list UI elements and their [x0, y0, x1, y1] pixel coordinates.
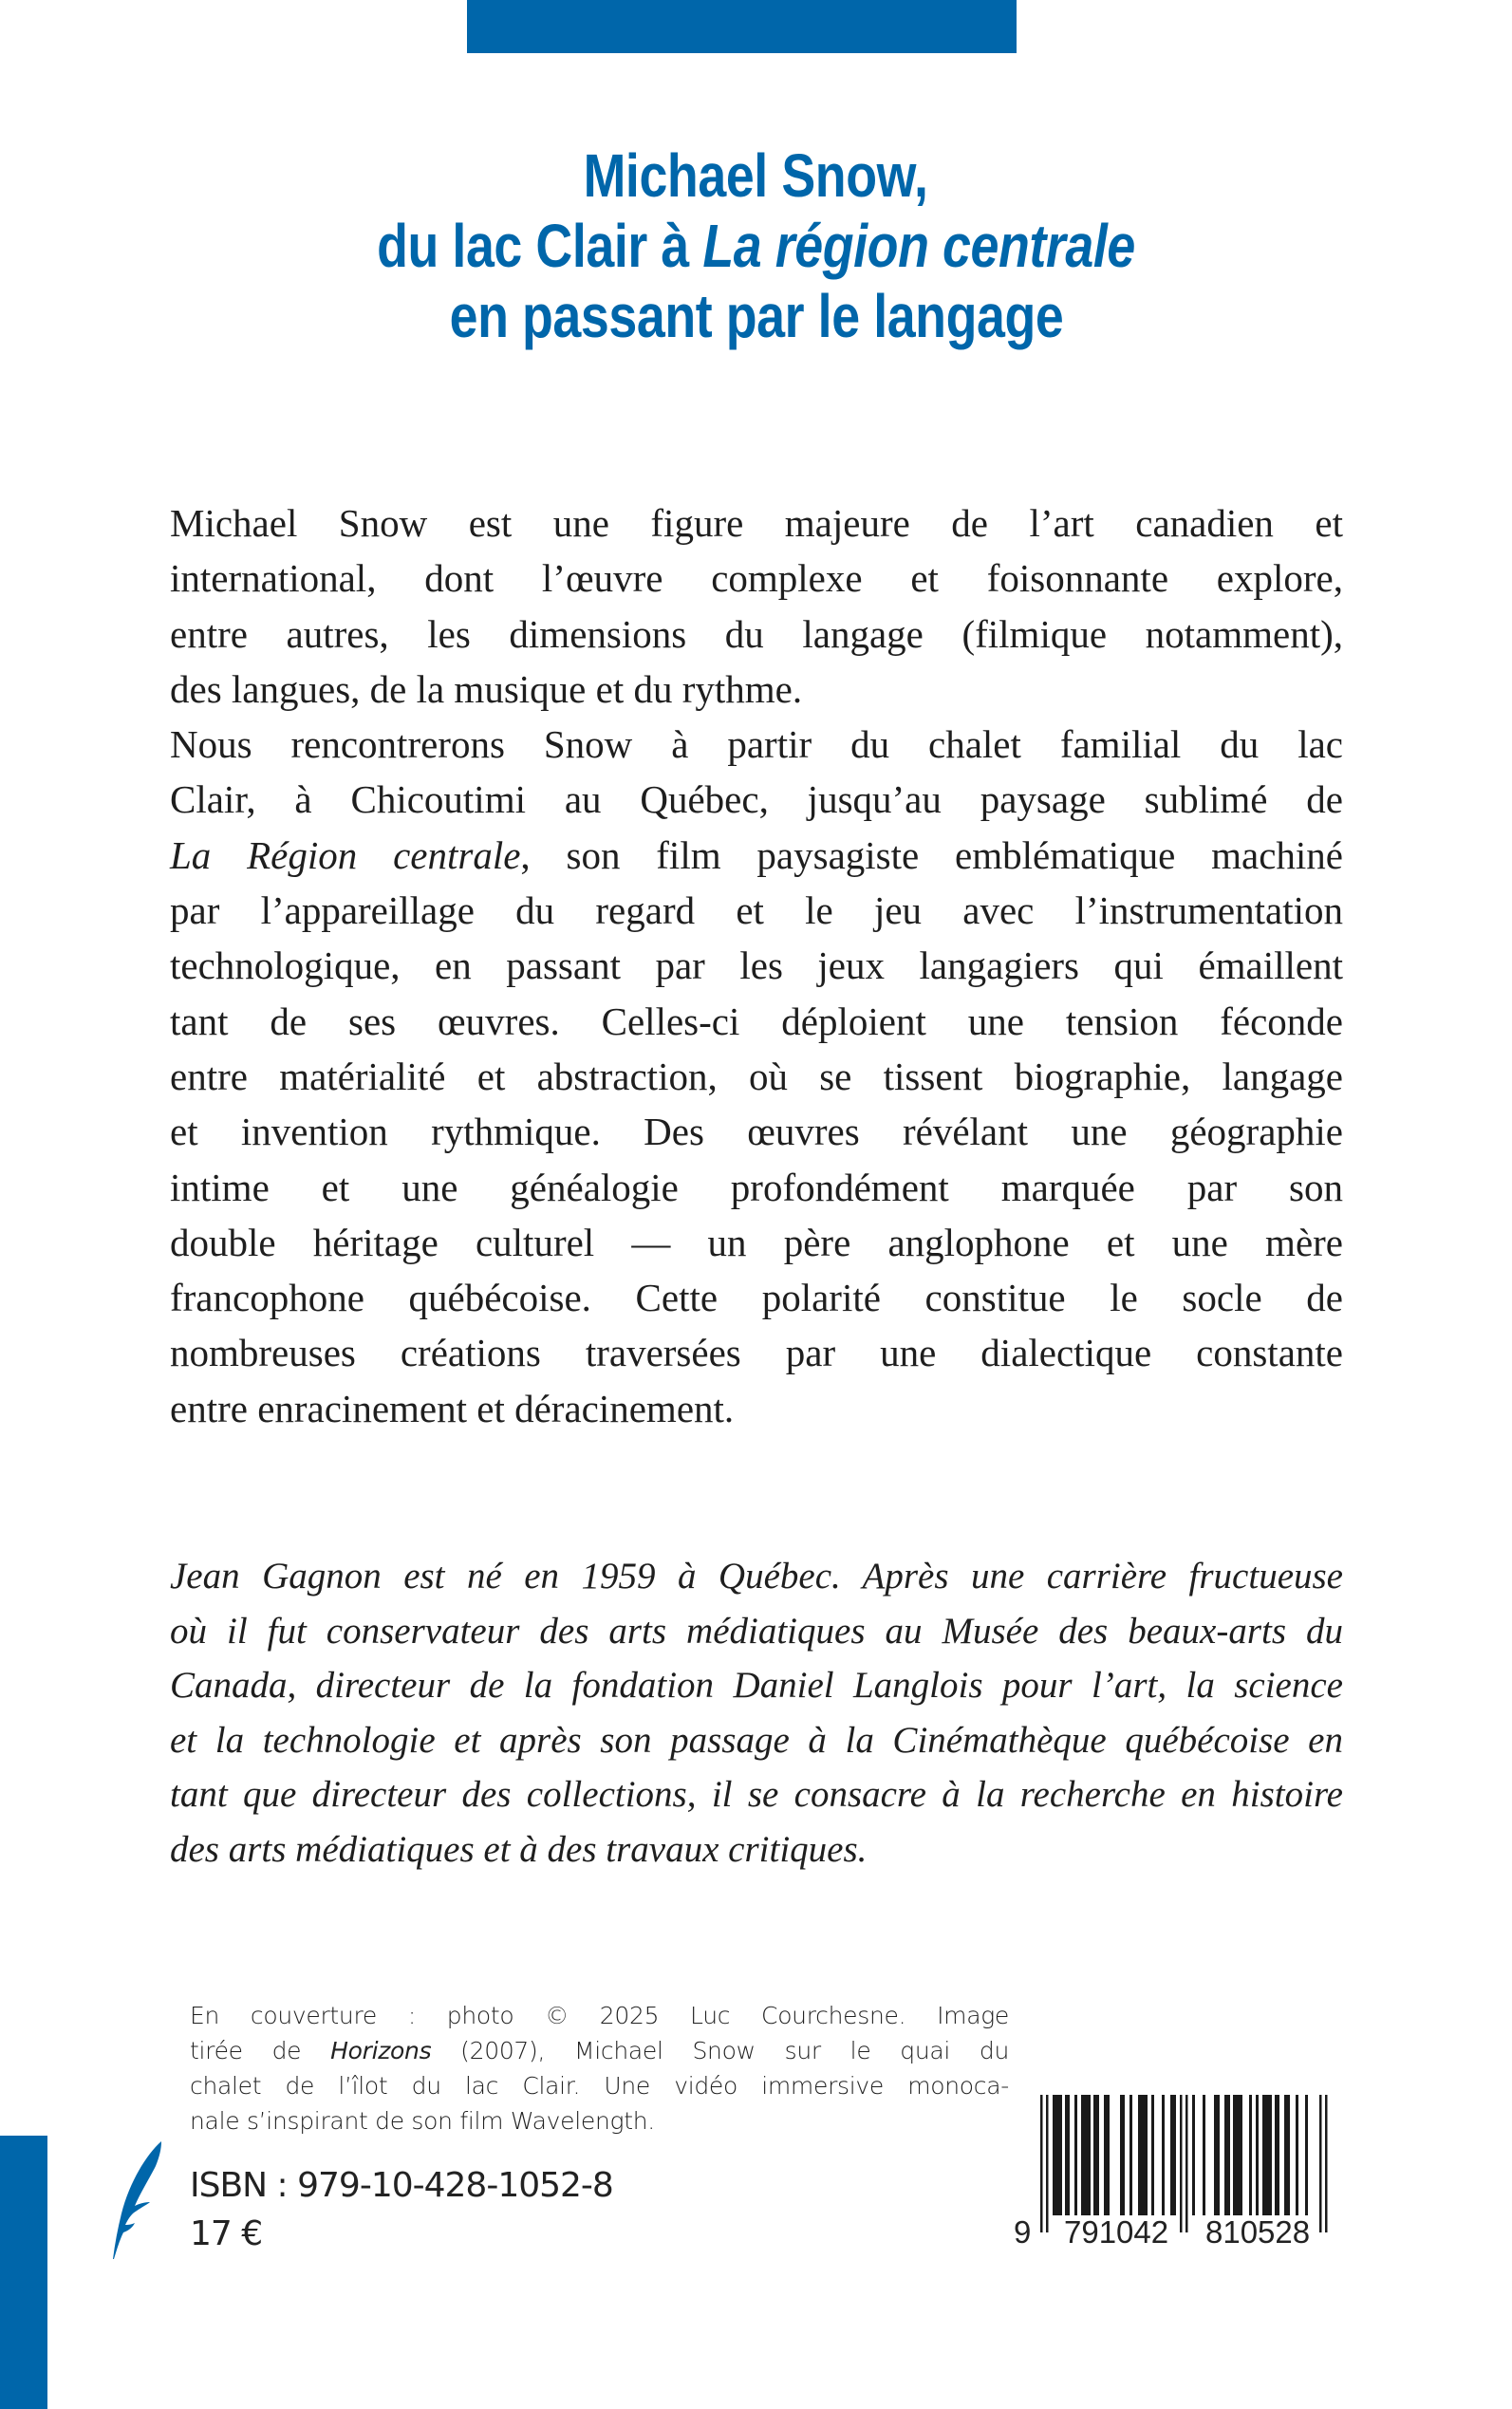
work-title-italic: Horizons	[330, 2037, 432, 2064]
summary-line: Clair, à Chicoutimi au Québec, jusqu’au paysage sublimé de	[170, 777, 1343, 822]
bio-line: Canada, directeur de la fondation Daniel Langlois pour l’art, la science	[170, 1665, 1343, 1707]
summary-line: francophone québécoise. Cette polarité constitue le socle de	[170, 1276, 1343, 1320]
film-title-italic: La Région centrale	[170, 832, 521, 877]
book-title	[0, 140, 1512, 351]
summary-line: intime et une généalogie profondément marquée par son	[170, 1165, 1343, 1209]
credit-line: tirée de Horizons (2007), Michael Snow sur le quai du	[190, 2037, 1010, 2064]
title-line-3: en passant par le langage	[449, 282, 1063, 350]
summary-line: La Région centrale, son film paysagiste emblématique machiné	[170, 832, 1343, 877]
isbn: ISBN : 979-10-428-1052-8	[190, 2166, 613, 2205]
bio-line: tant que directeur des collections, il se consacre à la recherche en histoire	[170, 1774, 1343, 1816]
barcode-group-1: 791042	[1064, 2214, 1169, 2250]
title-line-1: Michael Snow,	[584, 141, 928, 210]
bio-line: et la technologie et après son passage à la Cinémathèque québécoise en	[170, 1719, 1343, 1761]
summary-line: entre enracinement et déracinement.	[170, 1386, 735, 1430]
summary-line: nombreuses créations traversées par une dialectique constante	[170, 1331, 1343, 1375]
summary-line: Michael Snow est une figure majeure de l’art canadien et	[170, 501, 1343, 545]
summary-line: tant de ses œuvres. Celles-ci déploient une tension féconde	[170, 999, 1343, 1043]
barcode-group-2: 810528	[1205, 2214, 1311, 2250]
title-line-2	[0, 211, 1512, 281]
left-accent-strip	[0, 2136, 47, 2409]
summary-line: Nous rencontrerons Snow à partir du chalet familial du lac	[170, 722, 1343, 767]
title-line-2-prefix: du lac Clair à	[377, 212, 703, 280]
bio-line: des arts médiatiques et à des travaux critiques.	[170, 1828, 868, 1870]
credit-line: chalet de l’îlot du lac Clair. Une vidéo immersive monoca-	[190, 2072, 1009, 2100]
summary-line: international, dont l’œuvre complexe et foisonnante explore,	[170, 556, 1343, 601]
bio-line: où il fut conservateur des arts médiatiques au Musée des beaux-arts du	[170, 1610, 1343, 1652]
cover-credit	[190, 1998, 1009, 2138]
summary-line: des langues, de la musique et du rythme.	[170, 666, 803, 711]
book-summary	[170, 495, 1343, 1436]
summary-line: par l’appareillage du regard et le jeu avec l’instrumentation	[170, 888, 1343, 933]
summary-line: et invention rythmique. Des œuvres révélant une géographie	[170, 1110, 1343, 1154]
price: 17 €	[190, 2214, 263, 2253]
credit-line: nale s’inspirant de son film Wavelength.	[190, 2107, 655, 2135]
feather-icon	[108, 2138, 165, 2261]
barcode-digit-first: 9	[1014, 2214, 1032, 2250]
bio-line: Jean Gagnon est né en 1959 à Québec. Après une carrière fructueuse	[170, 1556, 1343, 1597]
credit-line: En couverture : photo © 2025 Luc Courchesne. Image	[190, 2002, 1009, 2029]
top-accent-bar	[467, 0, 1017, 53]
summary-line: double héritage culturel — un père anglophone et une mère	[170, 1220, 1343, 1264]
title-film-name: La région centrale	[702, 212, 1135, 280]
summary-line: entre autres, les dimensions du langage (filmique notamment),	[170, 611, 1343, 656]
summary-line: entre matérialité et abstraction, où se tissent biographie, langage	[170, 1054, 1343, 1098]
author-bio	[170, 1549, 1343, 1877]
summary-line: technologique, en passant par les jeux langagiers qui émaillent	[170, 943, 1343, 988]
